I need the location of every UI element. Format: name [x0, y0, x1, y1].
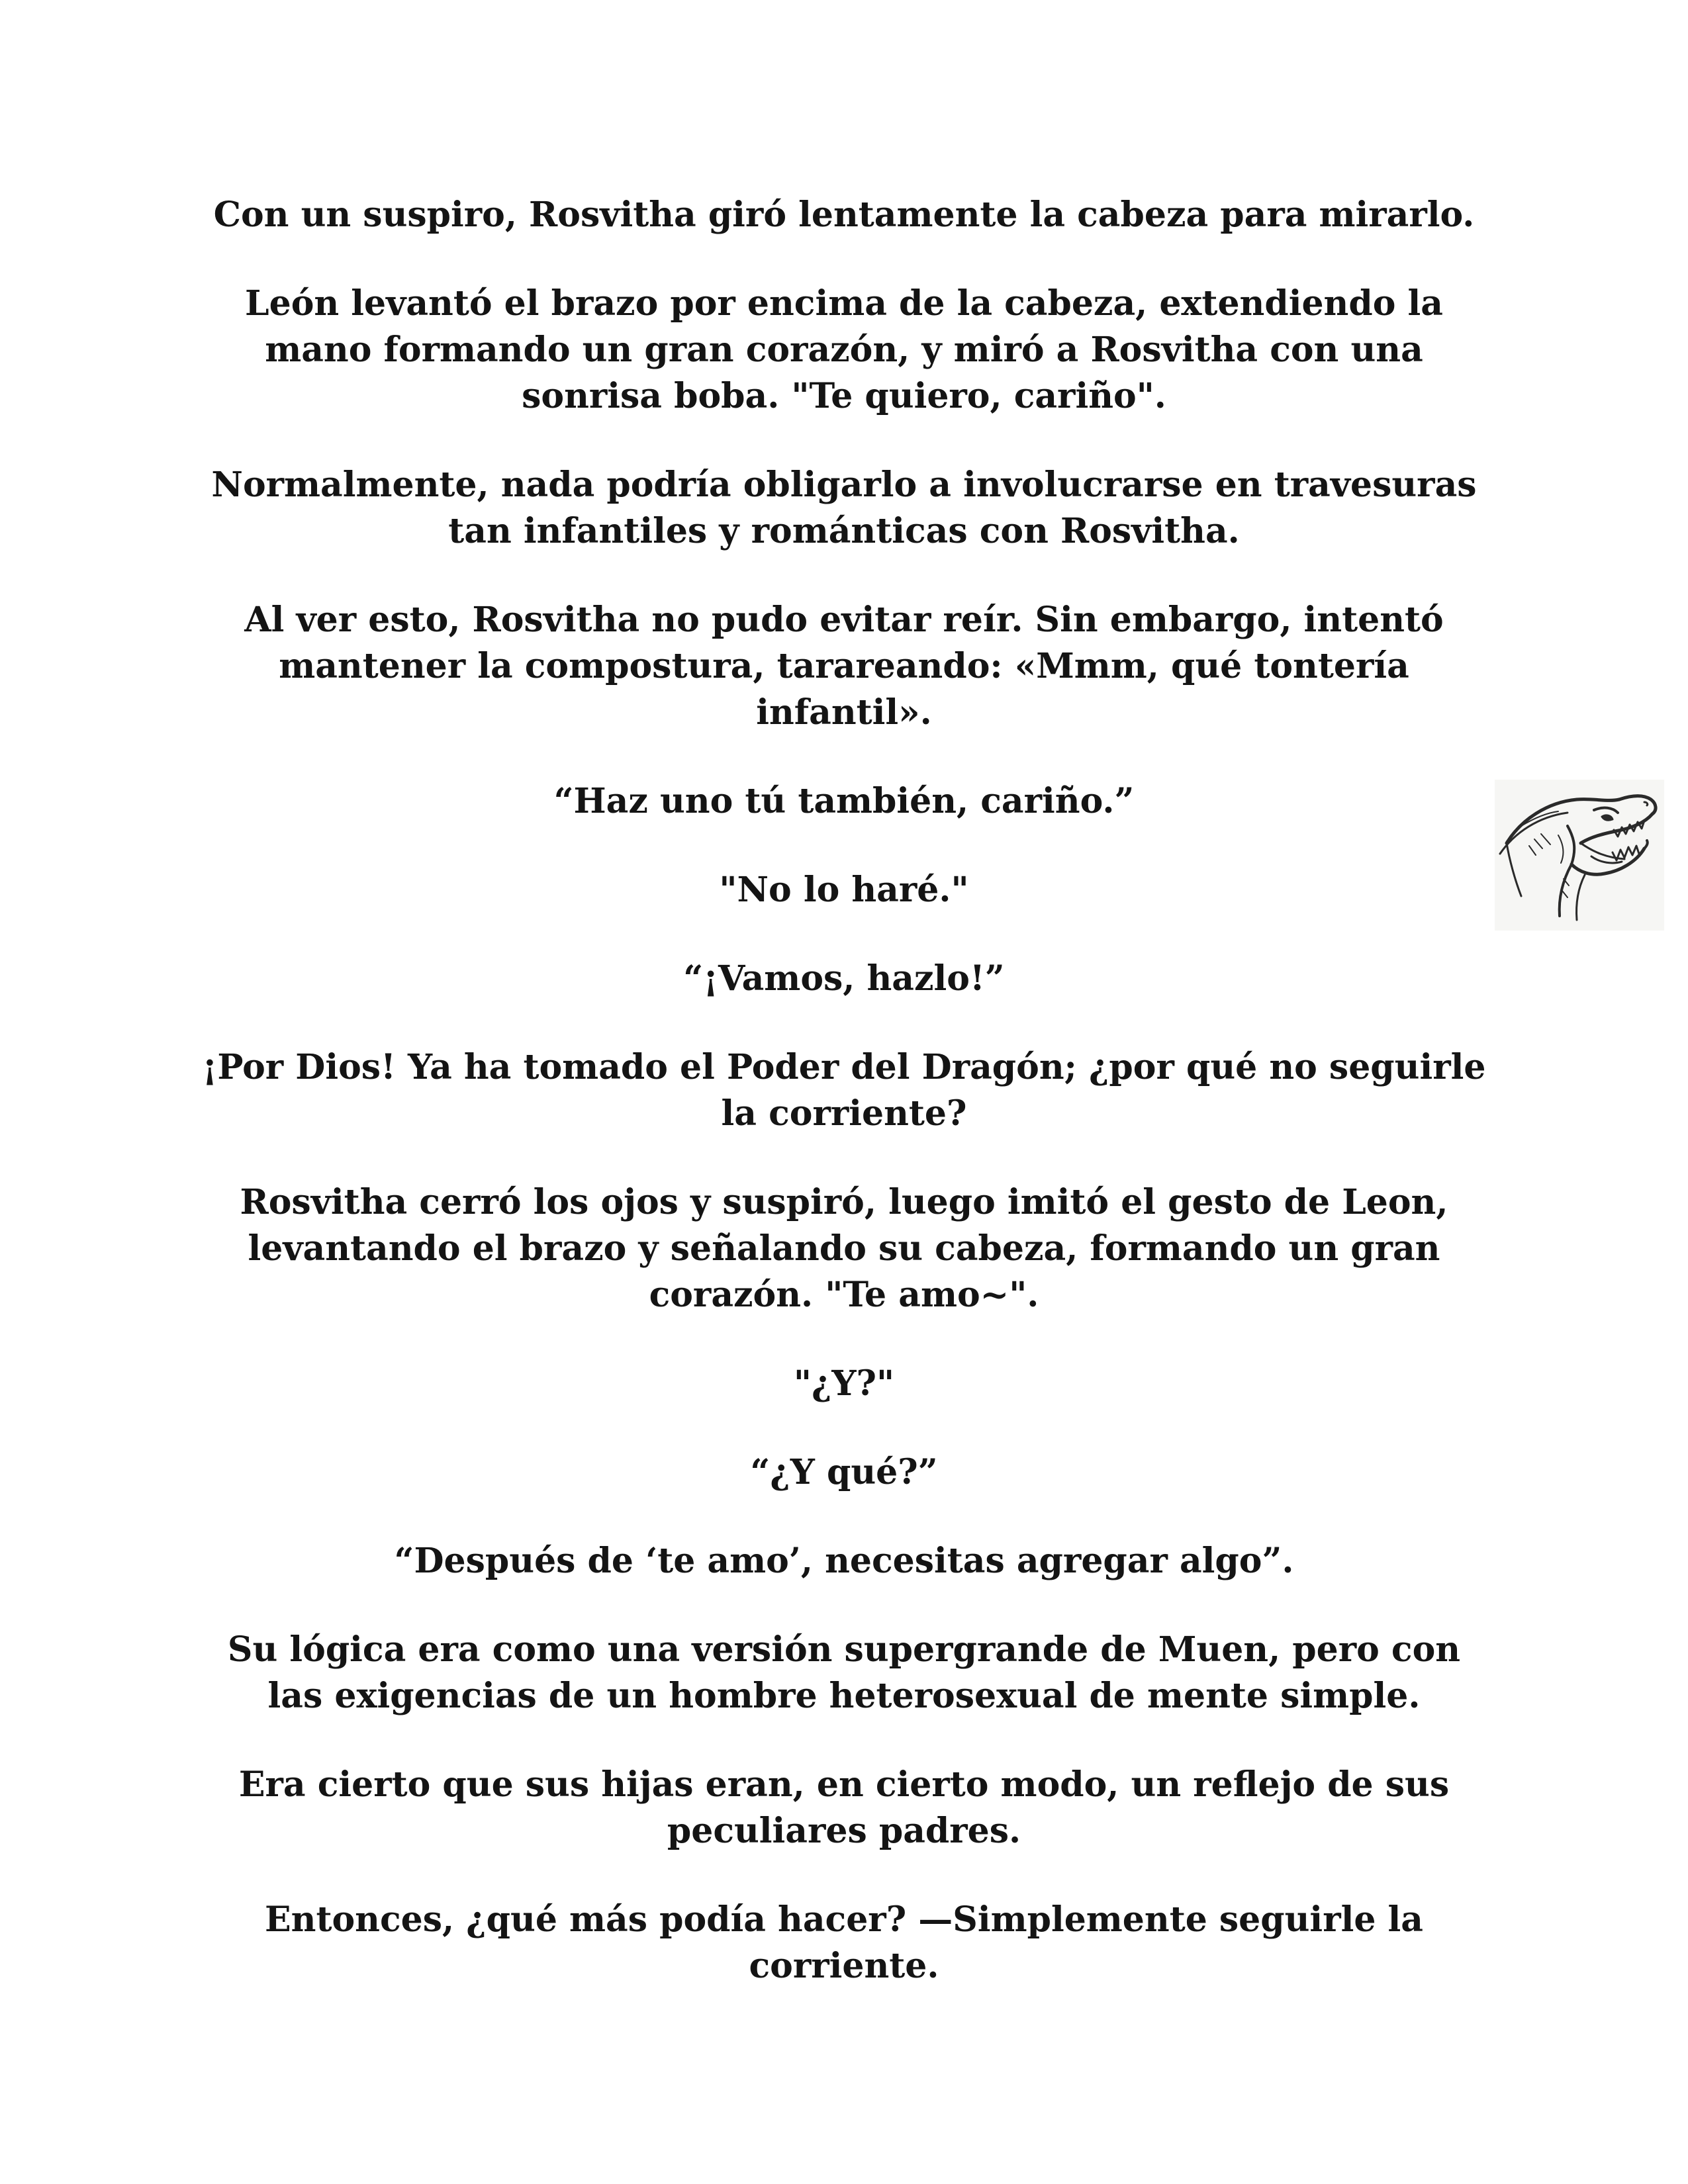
paragraph: Normalmente, nada podría obligarlo a involucrarse en travesuras tan infantiles y románticas con Rosvitha.	[211, 465, 1477, 551]
paragraph: León levantó el brazo por encima de la cabeza, extendiendo la mano formando un gran corazón, y miró a Rosvitha con una sonrisa boba. "Te quiero, cariño".	[245, 283, 1443, 416]
paragraph: Su lógica era como una versión supergrande de Muen, pero con las exigencias de un hombre heterosexual de mente simple.	[227, 1629, 1461, 1716]
story-text	[199, 192, 1489, 2032]
paragraph: ¡Por Dios! Ya ha tomado el Poder del Dragón; ¿por qué no seguirle la corriente?	[202, 1047, 1486, 1134]
paragraph: Con un suspiro, Rosvitha giró lentamente la cabeza para mirarlo.	[213, 195, 1475, 235]
paragraph: Rosvitha cerró los ojos y suspiró, luego imitó el gesto de Leon, levantando el brazo y señalando su cabeza, formando un gran corazón. "Te amo~".	[240, 1182, 1448, 1315]
paragraph: "¿Y?"	[793, 1363, 895, 1404]
paragraph: “¿Y qué?”	[750, 1452, 938, 1492]
paragraph: “¡Vamos, hazlo!”	[683, 958, 1005, 999]
paragraph: "No lo haré."	[719, 870, 969, 910]
paragraph: Al ver esto, Rosvitha no pudo evitar reír. Sin embargo, intentó mantener la compostura, tarareando: «Mmm, qué tontería infantil».	[244, 600, 1444, 733]
paragraph: “Haz uno tú también, cariño.”	[553, 781, 1135, 821]
paragraph: Entonces, ¿qué más podía hacer? —Simplemente seguirle la corriente.	[265, 1899, 1423, 1986]
dragon-head-sketch-icon	[1495, 780, 1664, 931]
paragraph: “Después de ‘te amo’, necesitas agregar algo”.	[394, 1541, 1294, 1581]
paragraph: Era cierto que sus hijas eran, en cierto modo, un reflejo de sus peculiares padres.	[238, 1764, 1450, 1851]
